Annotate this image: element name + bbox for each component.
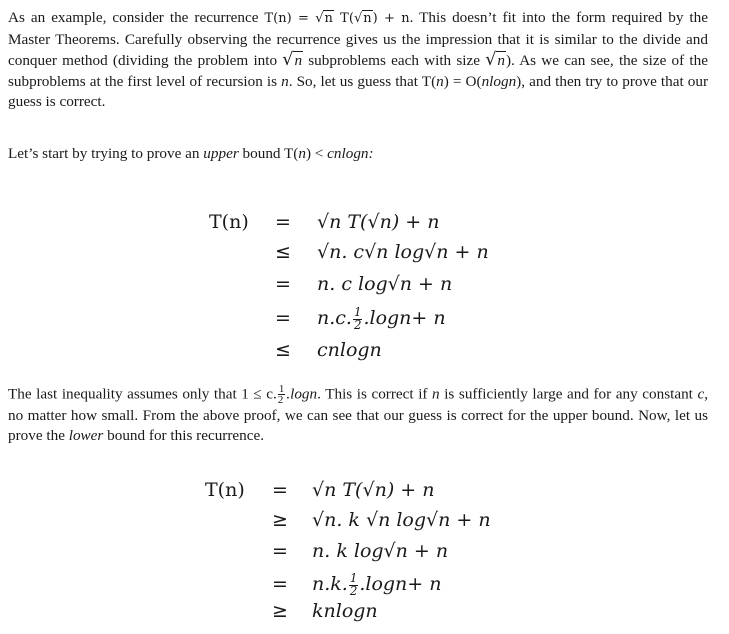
lower-one-half-fraction: $\frac{1}{2}$ xyxy=(349,571,358,598)
intro-text-2: . This doesn’t fit into the form required by the Master Theorems. Carefully observing the recurrence gives us the impression that it is similar to the divide and conquer method (dividing the problem into xyxy=(8,9,708,69)
n-variable-2: n xyxy=(436,72,444,90)
recurrence-sqrt-n: n xyxy=(324,11,333,26)
upper-bound-intro: Let’s start by trying to prove an upper bound T(n) < cnlogn: xyxy=(8,145,374,162)
lower-bound-derivation: T(n) = √n T(√n) + n ≥ √n. k √n log√n + n = n. k log√n + n = n.k. $\frac{1}{2}$ .logn+ n ≥ knlogn xyxy=(205,476,535,626)
n-variable: n xyxy=(281,72,289,90)
upper-bound-derivation: T(n) = √n T(√n) + n ≤ √n. c√n log√n + n = n. c log√n + n = n.c. $\frac{1}{2}$ .logn+ n ≤ cnlogn xyxy=(209,208,529,358)
intro-text-3: subproblems each with size xyxy=(303,52,486,69)
recurrence-lhs: T(n) = xyxy=(264,11,316,26)
lower-lhs: T(n) xyxy=(205,479,245,501)
lower-word: lower xyxy=(68,427,104,445)
upper-word: upper xyxy=(203,145,239,162)
recurrence-tail: ) + n xyxy=(372,11,410,26)
intro-text-7: ), and then try to prove that our guess is correct. xyxy=(8,72,708,110)
cnlogn-term: cnlogn: xyxy=(327,145,374,162)
upper-lhs: T(n) xyxy=(209,211,249,233)
recurrence-t: T( xyxy=(333,11,354,26)
sqrt-n-subproblems: √n xyxy=(282,50,303,70)
middle-one-half: $\frac{1}{2}$ xyxy=(277,383,285,407)
nlogn-term: nlogn xyxy=(481,72,517,90)
sqrt-n-size: √n xyxy=(485,50,505,70)
recurrence-sqrt-n-inner: n xyxy=(363,11,372,26)
one-half-fraction: $\frac{1}{2}$ xyxy=(353,305,362,332)
recurrence-inline: T(n) = √n T(√n) + n xyxy=(264,11,410,26)
middle-paragraph: The last inequality assumes only that 1 ≤ c. $\frac{1}{2}$ .logn. This is correct if n is sufficiently large and for any constant c, no matter how small. From the above proof, we can see that our guess is correct for the upper bound. Now, let us prove the lower bound for this recurrence. xyxy=(8,383,708,445)
intro-paragraph xyxy=(8,8,708,113)
intro-text-4: ). As we can see, the size of the subproblems at the first level of recursion is xyxy=(8,52,708,90)
intro-text: As an example, consider the recurrence xyxy=(8,9,265,26)
intro-text-5: . So, let us guess that T( xyxy=(288,72,437,90)
intro-text-6: ) = O( xyxy=(443,72,482,90)
